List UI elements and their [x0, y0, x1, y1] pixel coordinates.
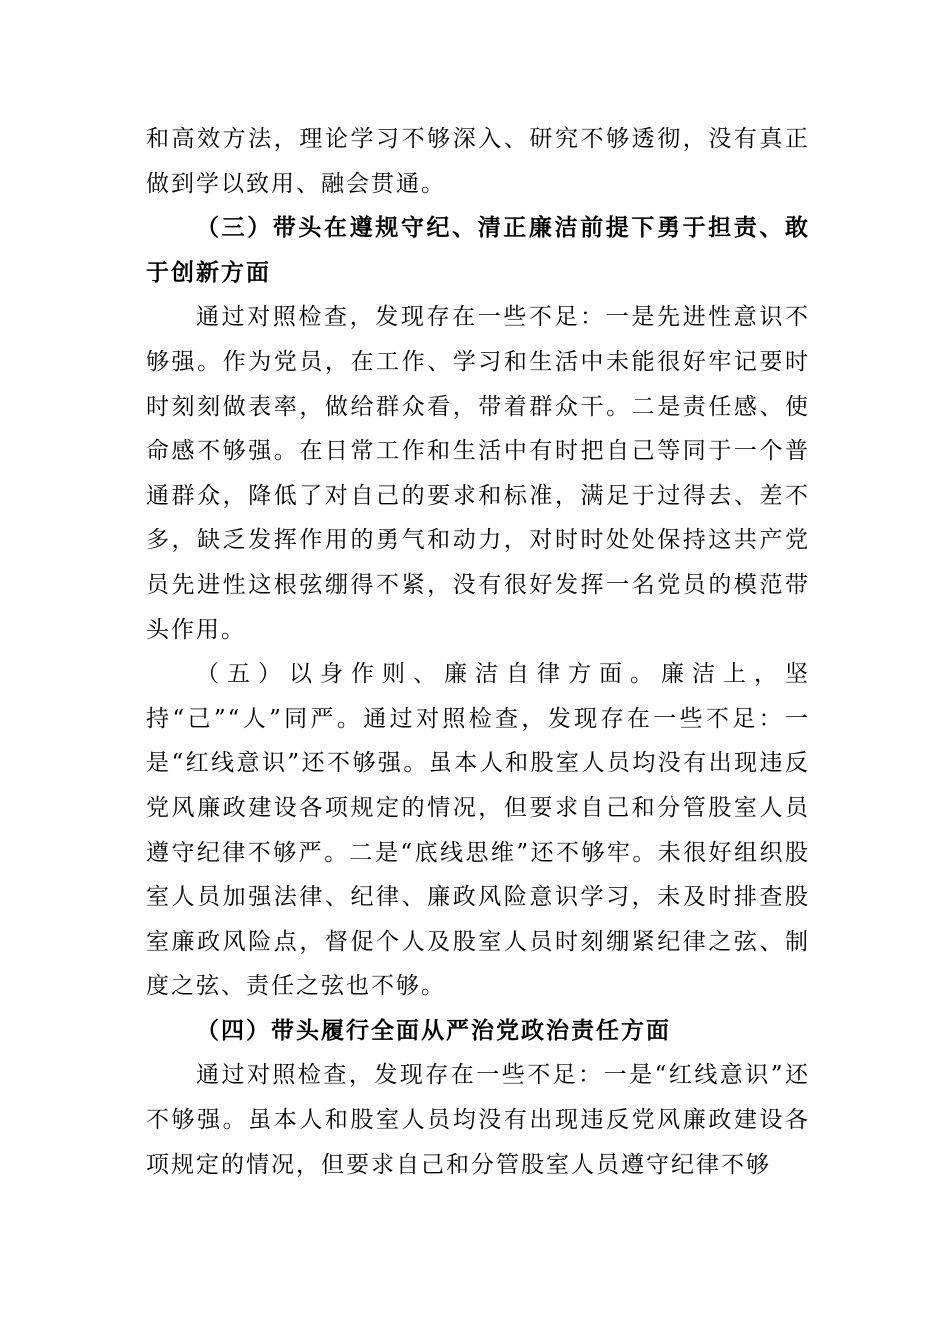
heading-section-three: （三）带头在遵规守纪、清正廉洁前提下勇于担责、敢于创新方面	[146, 214, 810, 286]
paragraph-section-three-body: 通过对照检查，发现存在一些不足：一是先进性意识不够强。作为党员，在工作、学习和生活中未能很好牢记要时时刻刻做表率，做给群众看，带着群众干。二是责任感、使命感不够强。在日常工作和生活中有时把自己等同于一个普通群众，降低了对自己的要求和标准，满足于过得去、差不多，缺乏发挥作用的勇气和动力，对时时处处保持这共产党员先进性这根弦绷得不紧，没有很好发挥一名党员的模范带头作用。	[146, 304, 810, 643]
document-body	[146, 117, 810, 1187]
paragraph-section-five: （五）以身作则、廉洁自律方面。廉洁上，坚持“己”“人”同严。通过对照检查，发现存在一些不足：一是“红线意识”还不够强。虽本人和股室人员均没有出现违反党风廉政建设各项规定的情况，但要求自己和分管股室人员遵守纪律不够严。二是“底线思维”还不够牢。未很好组织股室人员加强法律、纪律、廉政风险意识学习，未及时排查股室廉政风险点，督促个人及股室人员时刻绷紧纪律之弦、制度之弦、责任之弦也不够。	[146, 661, 810, 1000]
heading-section-four: （四）带头履行全面从严治党政治责任方面	[196, 1016, 671, 1044]
paragraph-section-four-body: 通过对照检查，发现存在一些不足：一是“红线意识”还不够强。虽本人和股室人员均没有出现违反党风廉政建设各项规定的情况，但要求自己和分管股室人员遵守纪律不够	[146, 1062, 810, 1178]
paragraph-study-methods: 和高效方法，理论学习不够深入、研究不够透彻，没有真正做到学以致用、融会贯通。	[146, 126, 810, 197]
